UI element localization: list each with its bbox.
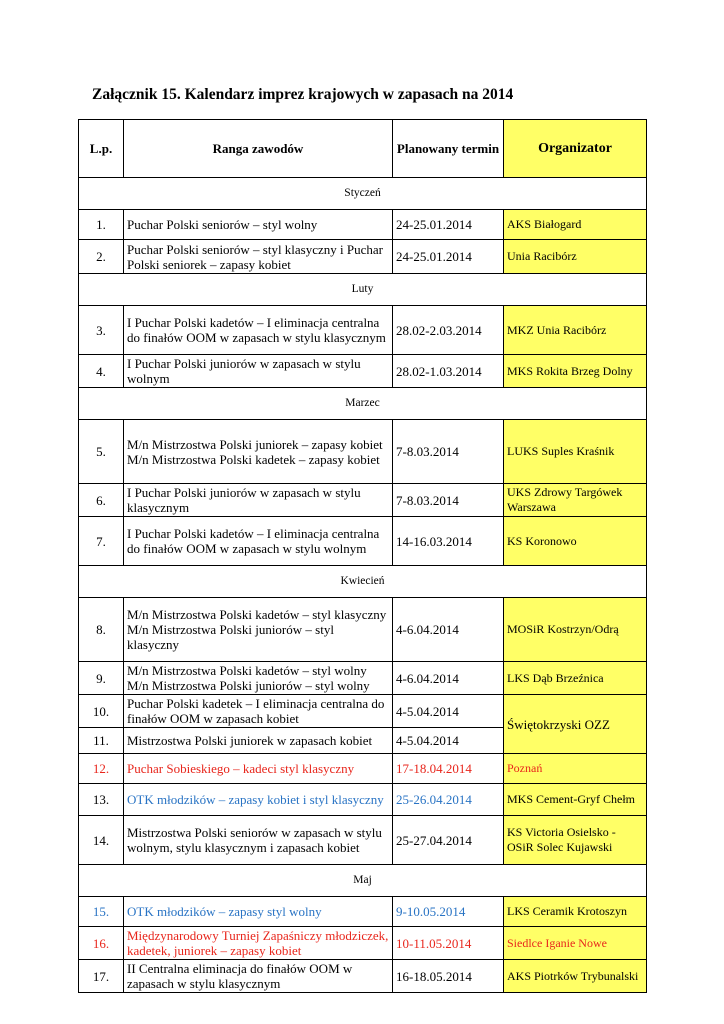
row-termin: 17-18.04.2014 [393,754,504,784]
row-org: LUKS Suples Kraśnik [504,420,647,484]
row-termin: 7-8.03.2014 [393,420,504,484]
header-organizator: Organizator [504,120,647,178]
month-luty: Luty [79,274,647,306]
row-termin: 14-16.03.2014 [393,517,504,566]
row-ranga: I Puchar Polski kadetów – I eliminacja centralna do finałów OOM w zapasach w stylu klasycznym [124,306,393,355]
row-termin: 9-10.05.2014 [393,897,504,927]
row-termin: 28.02-1.03.2014 [393,355,504,388]
row-lp: 3. [79,306,124,355]
table-row [79,517,647,566]
row-termin: 4-6.04.2014 [393,662,504,695]
row-org: AKS Piotrków Trybunalski [504,960,647,993]
table-row [79,816,647,865]
row-ranga: I Puchar Polski juniorów w zapasach w stylu wolnym [124,355,393,388]
table-row [79,784,647,816]
row-termin: 25-27.04.2014 [393,816,504,865]
row-ranga: Puchar Polski seniorów – styl wolny [124,210,393,240]
row-termin: 25-26.04.2014 [393,784,504,816]
row-termin: 4-5.04.2014 [393,695,504,728]
row-lp: 1. [79,210,124,240]
row-org: KS Koronowo [504,517,647,566]
table-header [79,120,647,178]
table-row [79,754,647,784]
table-row [79,598,647,662]
row-termin: 28.02-2.03.2014 [393,306,504,355]
table-row [79,420,647,484]
table-row [79,210,647,240]
header-termin: Planowany termin [393,120,504,178]
row-termin: 10-11.05.2014 [393,927,504,960]
row-org: MKS Rokita Brzeg Dolny [504,355,647,388]
row-lp: 16. [79,927,124,960]
row-ranga: Puchar Sobieskiego – kadeci styl klasyczny [124,754,393,784]
row-org: MKS Cement-Gryf Chełm [504,784,647,816]
header-lp: L.p. [79,120,124,178]
row-ranga: OTK młodzików – zapasy styl wolny [124,897,393,927]
header-ranga: Ranga zawodów [124,120,393,178]
row-lp: 9. [79,662,124,695]
row-ranga: Puchar Polski seniorów – styl klasyczny i Puchar Polski seniorek – zapasy kobiet [124,240,393,274]
row-lp: 4. [79,355,124,388]
row-lp: 15. [79,897,124,927]
row-org: AKS Białogard [504,210,647,240]
row-org: Świętokrzyski OZZ [504,695,647,754]
row-org: Poznań [504,754,647,784]
table-row [79,662,647,695]
month-marzec: Marzec [79,388,647,420]
row-lp: 12. [79,754,124,784]
row-org: Siedlce Iganie Nowe [504,927,647,960]
row-org: LKS Ceramik Krotoszyn [504,897,647,927]
row-org: UKS Zdrowy Targówek Warszawa [504,484,647,517]
row-ranga: Puchar Polski kadetek – I eliminacja centralna do finałów OOM w zapasach kobiet [124,695,393,728]
row-lp: 10. [79,695,124,728]
row-termin: 4-5.04.2014 [393,728,504,754]
row-ranga: Międzynarodowy Turniej Zapaśniczy młodziczek, kadetek, juniorek – zapasy kobiet [124,927,393,960]
row-lp: 6. [79,484,124,517]
month-kwiecien: Kwiecień [79,566,647,598]
row-ranga: I Puchar Polski juniorów w zapasach w stylu klasycznym [124,484,393,517]
table-row [79,960,647,993]
row-lp: 7. [79,517,124,566]
row-lp: 14. [79,816,124,865]
table-row [79,695,647,728]
row-ranga: Mistrzostwa Polski juniorek w zapasach kobiet [124,728,393,754]
row-lp: 17. [79,960,124,993]
table-row [79,355,647,388]
row-lp: 13. [79,784,124,816]
month-maj: Maj [79,865,647,897]
row-termin: 7-8.03.2014 [393,484,504,517]
row-termin: 16-18.05.2014 [393,960,504,993]
row-lp: 5. [79,420,124,484]
table-row [79,240,647,274]
row-ranga: Mistrzostwa Polski seniorów w zapasach w stylu wolnym, stylu klasycznym i zapasach kobiet [124,816,393,865]
row-termin: 24-25.01.2014 [393,210,504,240]
row-ranga: M/n Mistrzostwa Polski juniorek – zapasy kobiet M/n Mistrzostwa Polski kadetek – zapasy kobiet [124,420,393,484]
row-org: LKS Dąb Brzeźnica [504,662,647,695]
table-row [79,484,647,517]
row-lp: 11. [79,728,124,754]
row-org: Unia Racibórz [504,240,647,274]
row-org: KS Victoria Osielsko - OSiR Solec Kujawski [504,816,647,865]
row-ranga: I Puchar Polski kadetów – I eliminacja centralna do finałów OOM w zapasach w stylu wolnym [124,517,393,566]
row-org: MKZ Unia Racibórz [504,306,647,355]
table-row [79,897,647,927]
table-row [79,306,647,355]
month-styczen: Styczeń [79,178,647,210]
row-org: MOSiR Kostrzyn/Odrą [504,598,647,662]
row-ranga: OTK młodzików – zapasy kobiet i styl klasyczny [124,784,393,816]
table-row [79,927,647,960]
row-termin: 24-25.01.2014 [393,240,504,274]
row-ranga: II Centralna eliminacja do finałów OOM w zapasach w stylu klasycznym [124,960,393,993]
row-lp: 8. [79,598,124,662]
row-ranga: M/n Mistrzostwa Polski kadetów – styl klasyczny M/n Mistrzostwa Polski juniorów – styl klasyczny [124,598,393,662]
row-ranga: M/n Mistrzostwa Polski kadetów – styl wolny M/n Mistrzostwa Polski juniorów – styl wolny [124,662,393,695]
page-title: Załącznik 15. Kalendarz imprez krajowych w zapasach na 2014 [92,86,514,103]
row-lp: 2. [79,240,124,274]
events-table [78,119,647,993]
row-termin: 4-6.04.2014 [393,598,504,662]
